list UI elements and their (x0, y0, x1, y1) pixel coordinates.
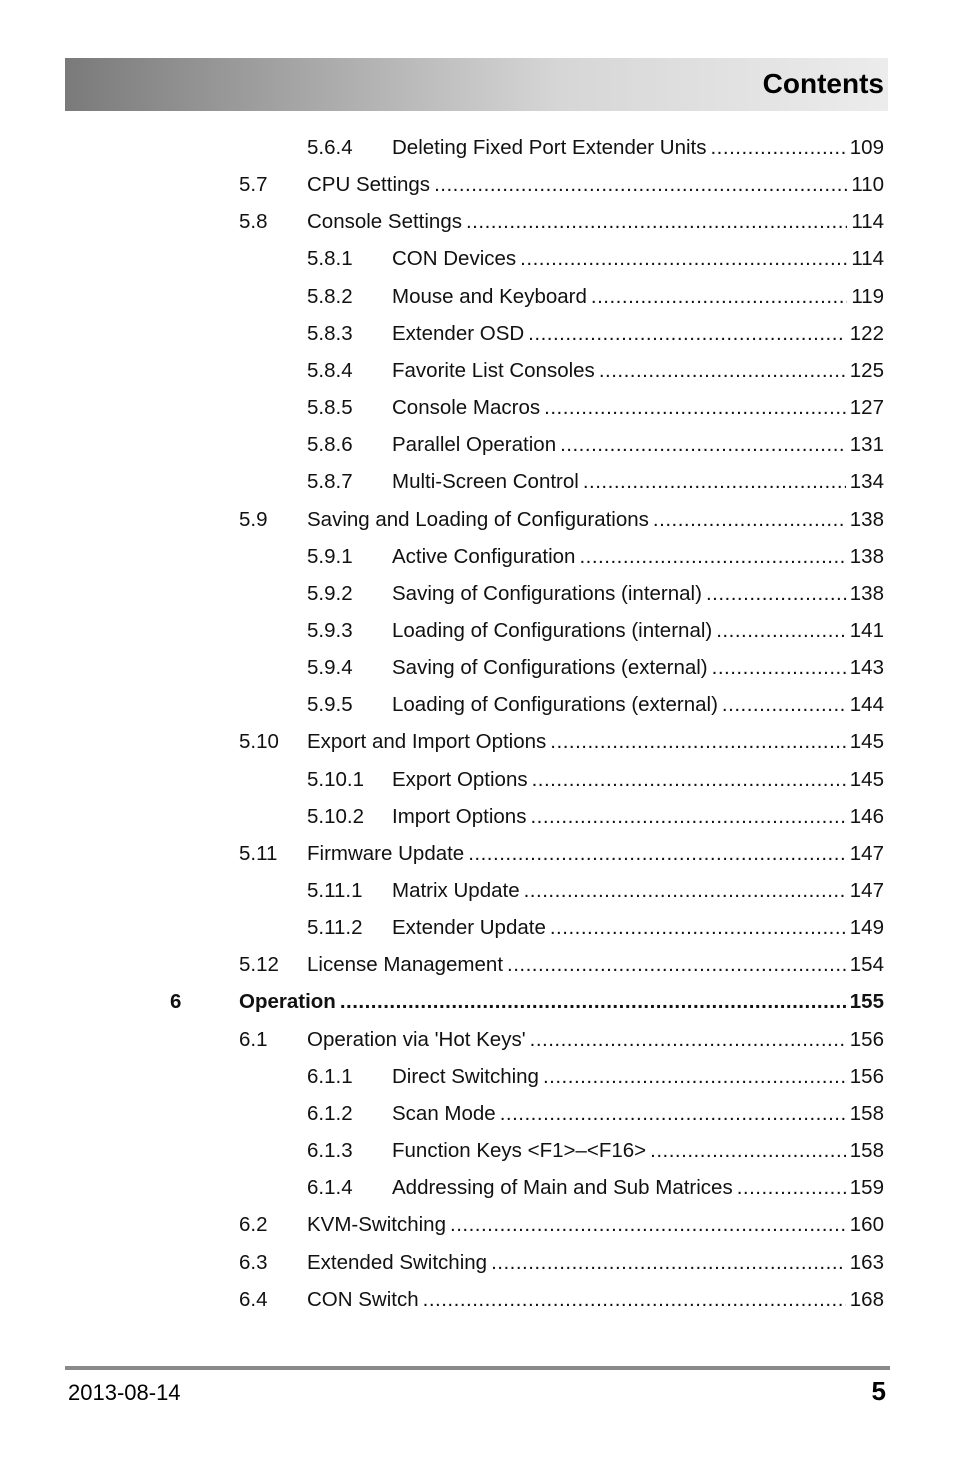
toc-entry-page: 138 (849, 583, 884, 605)
toc-entry-title: Loading of Configurations (internal) (392, 620, 713, 642)
toc-entry-page: 158 (849, 1103, 884, 1125)
toc-entry[interactable] (0, 947, 954, 984)
toc-entry-number: 5.8.5 (307, 396, 353, 420)
toc-entry-number: 5.8.7 (307, 470, 353, 494)
toc-entry[interactable] (0, 464, 954, 501)
toc-entry[interactable] (0, 1133, 954, 1170)
toc-entry-line (307, 844, 884, 865)
toc-entry-page: 143 (849, 658, 884, 679)
toc-entry-title: Deleting Fixed Port Extender Units (392, 138, 707, 159)
toc-entry-title: License Management (307, 955, 504, 976)
toc-entry-page: 163 (849, 1252, 884, 1273)
toc-entry[interactable] (0, 762, 954, 799)
toc-leader-dots (550, 918, 846, 939)
toc-entry-page: 147 (849, 843, 884, 865)
toc-entry-page: 138 (849, 509, 884, 530)
toc-entry-number: 5.11.2 (307, 916, 363, 940)
toc-entry-title: Mouse and Keyboard (392, 286, 587, 308)
toc-leader-dots (532, 770, 846, 791)
toc-entry-line (392, 1067, 884, 1088)
toc-entry-number: 5.12 (239, 953, 279, 977)
toc-leader-dots (434, 175, 847, 196)
toc-entry-number: 6.1.3 (307, 1139, 353, 1163)
toc-entry-number: 5.9 (239, 507, 268, 531)
toc-entry[interactable] (0, 1096, 954, 1133)
toc-leader-dots (530, 807, 845, 828)
toc-entry-line (392, 807, 884, 828)
toc-entry-page: 125 (849, 360, 884, 382)
toc-entry-number: 5.8.2 (307, 284, 353, 308)
toc-entry[interactable] (0, 984, 954, 1021)
toc-entry[interactable] (0, 167, 954, 204)
toc-entry-title: Import Options (392, 806, 527, 828)
toc-entry-number: 5.11.1 (307, 879, 363, 902)
toc-entry-page: 110 (851, 175, 884, 196)
toc-entry-number: 5.10.1 (307, 767, 364, 791)
toc-entry-page: 154 (849, 955, 884, 976)
toc-leader-dots (500, 1104, 846, 1125)
toc-entry[interactable] (0, 724, 954, 761)
toc-entry-line (392, 398, 884, 419)
toc-entry-title: Loading of Configurations (external) (392, 695, 718, 716)
toc-entry-number: 5.9.5 (307, 693, 353, 717)
toc-entry-page: 114 (851, 249, 884, 270)
toc-entry-page: 131 (849, 435, 884, 456)
toc-entry[interactable] (0, 1170, 954, 1207)
toc-leader-dots (524, 881, 846, 902)
toc-entry-line (392, 324, 884, 345)
toc-entry-number: 5.11 (239, 841, 278, 865)
toc-entry-number: 6.1.2 (307, 1101, 353, 1125)
toc-entry-line (392, 1178, 884, 1199)
toc-entry-title: Addressing of Main and Sub Matrices (392, 1178, 733, 1199)
toc-leader-dots (722, 695, 846, 716)
toc-entry-page: 127 (849, 398, 884, 419)
toc-entry-line (392, 918, 884, 939)
toc-leader-dots (706, 584, 846, 605)
toc-entry-page: 109 (849, 138, 884, 159)
toc-entry-line (307, 1253, 884, 1274)
toc-entry-line (307, 732, 884, 753)
toc-entry-title: Export Options (392, 769, 528, 791)
toc-entry-page: 160 (849, 1215, 884, 1236)
toc-entry-line (392, 1104, 884, 1125)
toc-leader-dots (491, 1253, 846, 1274)
footer-divider (65, 1366, 890, 1370)
toc-entry-title: Operation via 'Hot Keys' (307, 1029, 526, 1051)
toc-entry-page: 114 (851, 212, 884, 233)
toc-leader-dots (530, 1030, 846, 1051)
toc-leader-dots (716, 621, 846, 642)
toc-entry-number: 5.10 (239, 730, 279, 754)
toc-leader-dots (599, 361, 846, 382)
toc-entry-page: 134 (849, 472, 884, 493)
toc-entry-number: 6.1.1 (307, 1064, 353, 1088)
toc-entry-line (392, 881, 884, 902)
toc-entry-line (392, 584, 884, 605)
toc-entry-title: Export and Import Options (307, 732, 547, 753)
toc-entry-title: Parallel Operation (392, 435, 557, 456)
toc-entry[interactable] (0, 502, 954, 539)
toc-entry-title: Direct Switching (392, 1066, 539, 1088)
toc-entry[interactable] (0, 539, 954, 576)
toc-entry-title: Matrix Update (392, 881, 520, 902)
toc-entry[interactable] (0, 910, 954, 947)
toc-leader-dots (450, 1215, 846, 1236)
toc-leader-dots (591, 287, 847, 308)
toc-entry[interactable] (0, 316, 954, 353)
toc-entry[interactable] (0, 1059, 954, 1096)
toc-leader-dots (737, 1178, 846, 1199)
toc-entry-line (392, 287, 884, 308)
toc-entry-number: 5.8 (239, 210, 268, 234)
toc-entry-line (392, 621, 884, 642)
toc-entry-title: Saving and Loading of Configurations (307, 509, 649, 530)
toc-entry-line (307, 1290, 884, 1311)
toc-entry-title: CPU Settings (307, 175, 431, 196)
toc-leader-dots (528, 324, 846, 345)
toc-entry-page: 122 (849, 323, 884, 345)
header-band (65, 58, 888, 111)
toc-leader-dots (520, 249, 847, 270)
toc-entry[interactable] (0, 613, 954, 650)
toc-entry-line (307, 175, 884, 196)
toc-entry-page: 168 (849, 1289, 884, 1311)
toc-leader-dots (560, 435, 846, 456)
toc-entry-number: 6.3 (239, 1250, 268, 1274)
toc-entry-page: 156 (849, 1029, 884, 1051)
toc-entry-number: 6.4 (239, 1287, 268, 1311)
toc-entry-line (392, 695, 884, 716)
toc-leader-dots (550, 732, 845, 753)
toc-entry-line (392, 435, 884, 456)
toc-entry[interactable] (0, 427, 954, 464)
toc-entry-title: Extended Switching (307, 1252, 488, 1273)
toc-entry-title: Console Settings (307, 212, 462, 233)
toc-entry-line (392, 361, 884, 382)
toc-entry-title: Function Keys <F1>–<F16> (392, 1141, 647, 1162)
toc-entry-page: 141 (849, 620, 884, 642)
toc-entry-title: Multi-Screen Control (392, 472, 579, 493)
toc-entry-title: Saving of Configurations (internal) (392, 583, 702, 605)
toc-entry-line (392, 249, 884, 270)
toc-entry-line (392, 472, 884, 493)
toc-entry[interactable] (0, 353, 954, 390)
toc-entry[interactable] (0, 1022, 954, 1059)
toc-entry-page: 158 (849, 1141, 884, 1162)
toc-entry[interactable] (0, 1282, 954, 1319)
page-title: Contents (762, 68, 884, 99)
toc-entry-number: 5.9.3 (307, 618, 353, 642)
toc-entry-number: 5.9.1 (307, 544, 353, 568)
toc-leader-dots (650, 1141, 846, 1162)
toc-entry-number: 6.1.4 (307, 1176, 353, 1200)
toc-entry-number: 5.8.1 (307, 247, 353, 271)
toc-entry-title: Operation (239, 992, 336, 1013)
toc-entry[interactable] (0, 241, 954, 278)
toc-entry-page: 138 (849, 546, 884, 568)
toc-entry-title: Firmware Update (307, 843, 465, 865)
toc-entry-line (392, 1141, 884, 1162)
toc-entry-line (307, 1215, 884, 1236)
toc-entry-line (392, 138, 884, 159)
toc-entry-line (392, 547, 884, 568)
toc-entry-title: Scan Mode (392, 1103, 496, 1125)
toc-entry-line (307, 1030, 884, 1051)
toc-entry[interactable] (0, 204, 954, 241)
toc-entry-page: 159 (849, 1178, 884, 1199)
toc-leader-dots (712, 658, 846, 679)
toc-entry-title: Console Macros (392, 398, 541, 419)
toc-entry-number: 6.1 (239, 1027, 268, 1051)
toc-entry-line (392, 658, 884, 679)
toc-entry-line (307, 212, 884, 233)
toc-leader-dots (423, 1290, 846, 1311)
toc-entry[interactable] (0, 390, 954, 427)
toc-leader-dots (468, 844, 846, 865)
toc-entry[interactable] (0, 650, 954, 687)
toc-entry[interactable] (0, 687, 954, 724)
toc-entry-number: 5.10.2 (307, 804, 364, 828)
toc-entry[interactable] (0, 279, 954, 316)
toc-leader-dots (710, 138, 845, 159)
toc-entry-page: 156 (849, 1066, 884, 1088)
toc-entry-number: 5.6.4 (307, 136, 353, 159)
toc-entry-title: Extender OSD (392, 323, 525, 345)
toc-leader-dots (507, 955, 846, 976)
toc-entry-title: Active Configuration (392, 546, 576, 568)
toc-entry-page: 147 (849, 881, 884, 902)
toc-entry[interactable] (0, 576, 954, 613)
toc-leader-dots (466, 212, 847, 233)
toc-entry-number: 5.7 (239, 173, 268, 197)
toc-entry-title: Extender Update (392, 918, 546, 939)
toc-entry[interactable] (0, 1245, 954, 1282)
toc-entry-number: 5.9.2 (307, 581, 353, 605)
toc-entry-page: 144 (849, 695, 884, 716)
toc-entry-page: 146 (849, 806, 884, 828)
toc-entry-title: CON Devices (392, 249, 517, 270)
toc-entry[interactable] (0, 1207, 954, 1244)
toc-entry-number: 5.8.4 (307, 358, 353, 382)
footer-page-number: 5 (871, 1376, 886, 1406)
toc-leader-dots (653, 510, 846, 531)
toc-entry-title: KVM-Switching (307, 1215, 446, 1236)
toc-entry-number: 5.8.3 (307, 321, 353, 345)
toc-entry-line (239, 992, 884, 1013)
toc-entry[interactable] (0, 799, 954, 836)
toc-entry-page: 145 (849, 732, 884, 753)
footer-date: 2013-08-14 (68, 1380, 181, 1405)
toc-entry-page: 119 (851, 286, 884, 308)
toc-entry[interactable] (0, 836, 954, 873)
toc-entry-line (307, 510, 884, 531)
toc-entry[interactable] (0, 130, 954, 167)
toc-leader-dots (544, 398, 846, 419)
toc-leader-dots (579, 547, 845, 568)
toc-entry-title: CON Switch (307, 1289, 419, 1311)
toc-entry-page: 145 (849, 769, 884, 791)
toc-leader-dots (543, 1067, 846, 1088)
toc-entry-title: Saving of Configurations (external) (392, 658, 708, 679)
toc-entry-title: Favorite List Consoles (392, 360, 595, 382)
toc-entry-number: 5.9.4 (307, 656, 353, 680)
toc-leader-dots (583, 472, 846, 493)
toc-entry-number: 5.8.6 (307, 433, 353, 457)
toc-entry[interactable] (0, 873, 954, 910)
toc-leader-dots (340, 992, 846, 1013)
toc-entry-line (307, 955, 884, 976)
toc-entry-number: 6 (170, 990, 182, 1014)
toc-entry-number: 6.2 (239, 1213, 268, 1237)
toc-entry-line (392, 770, 884, 791)
toc-entry-page: 155 (849, 992, 884, 1013)
toc-entry-page: 149 (849, 918, 884, 939)
